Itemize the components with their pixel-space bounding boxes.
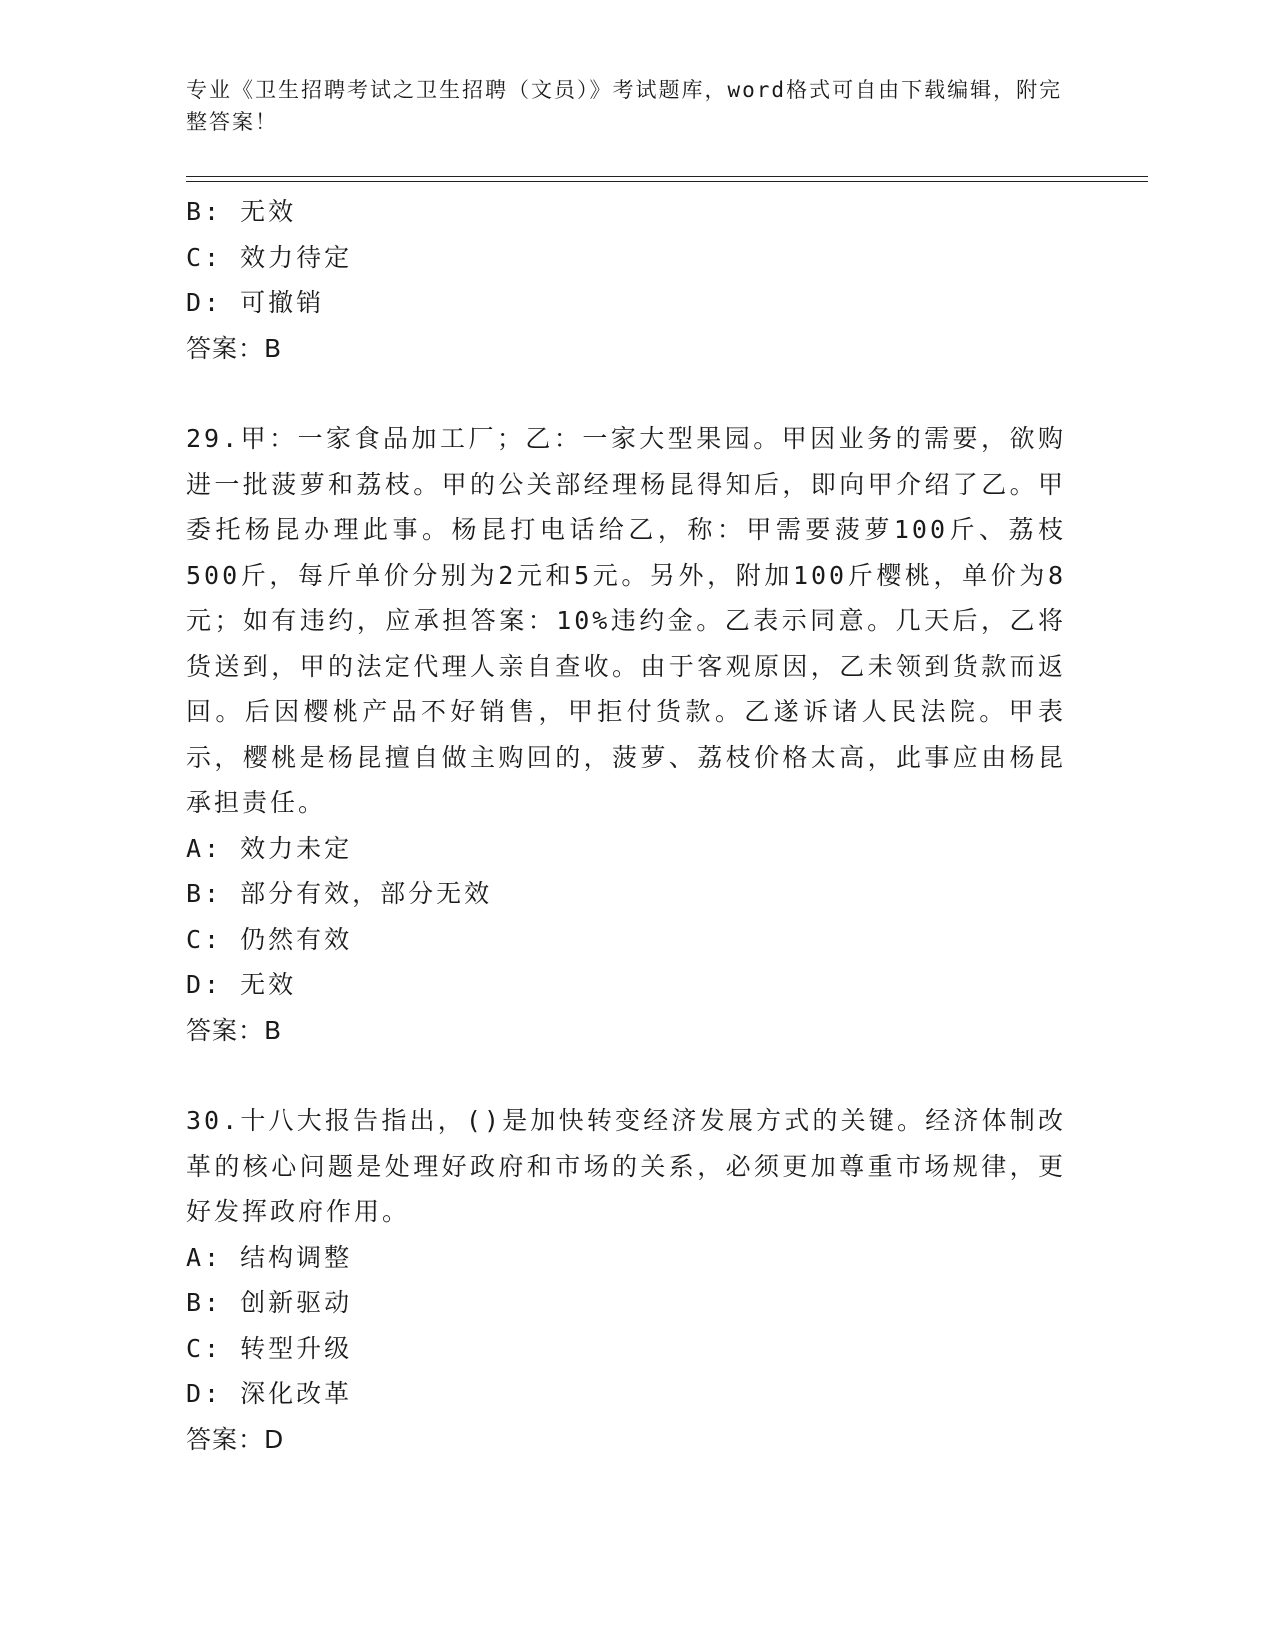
header-rule-bottom — [186, 181, 1148, 182]
option-c: C: 效力待定 — [186, 242, 353, 272]
question-text: 30.十八大报告指出，()是加快转变经济发展方式的关键。经济体制改革的核心问题是处理好政府和市场的关系，必须更加尊重市场规律，更好发挥政府作用。 — [186, 1106, 1066, 1226]
option-c: C: 转型升级 — [186, 1333, 353, 1363]
answer-label: 答案：B — [186, 1015, 283, 1045]
option-d: D: 无效 — [186, 970, 297, 999]
question-30 — [186, 1098, 1066, 1462]
option-d: D: 深化改革 — [186, 1379, 353, 1408]
header-rule-top — [186, 176, 1148, 177]
previous-question-options — [186, 189, 1066, 371]
option-b: B: 创新驱动 — [186, 1288, 353, 1317]
option-b: B: 部分有效，部分无效 — [186, 879, 493, 908]
option-a: A: 效力未定 — [186, 833, 353, 863]
question-text: 29.甲：一家食品加工厂；乙：一家大型果园。甲因业务的需要，欲购进一批菠萝和荔枝。甲的公关部经理杨昆得知后，即向甲介绍了乙。甲委托杨昆办理此事。杨昆打电话给乙，称：甲需要菠萝100斤、荔枝500斤，每斤单价分别为2元和5元。另外，附加100斤樱桃，单价为8元；如有违约，应承担答案：10%违约金。乙表示同意。几天后，乙将货送到，甲的法定代理人亲自查收。由于客观原因，乙未领到货款而返回。后因樱桃产品不好销售，甲拒付货款。乙遂诉诸人民法院。甲表示，樱桃是杨昆擅自做主购回的，菠萝、荔枝价格太高，此事应由杨昆承担责任。 — [186, 424, 1066, 817]
answer-label: 答案：B — [186, 333, 283, 363]
option-a: A: 结构调整 — [186, 1242, 353, 1272]
document-header: 专业《卫生招聘考试之卫生招聘（文员）》考试题库，word格式可自由下载编辑，附完整答案！ — [186, 78, 1063, 134]
option-d: D: 可撤销 — [186, 288, 325, 317]
question-29 — [186, 416, 1066, 1053]
question-content — [186, 189, 1066, 1462]
option-c: C: 仍然有效 — [186, 924, 353, 954]
answer-label: 答案：D — [186, 1424, 285, 1454]
option-b: B: 无效 — [186, 197, 297, 226]
